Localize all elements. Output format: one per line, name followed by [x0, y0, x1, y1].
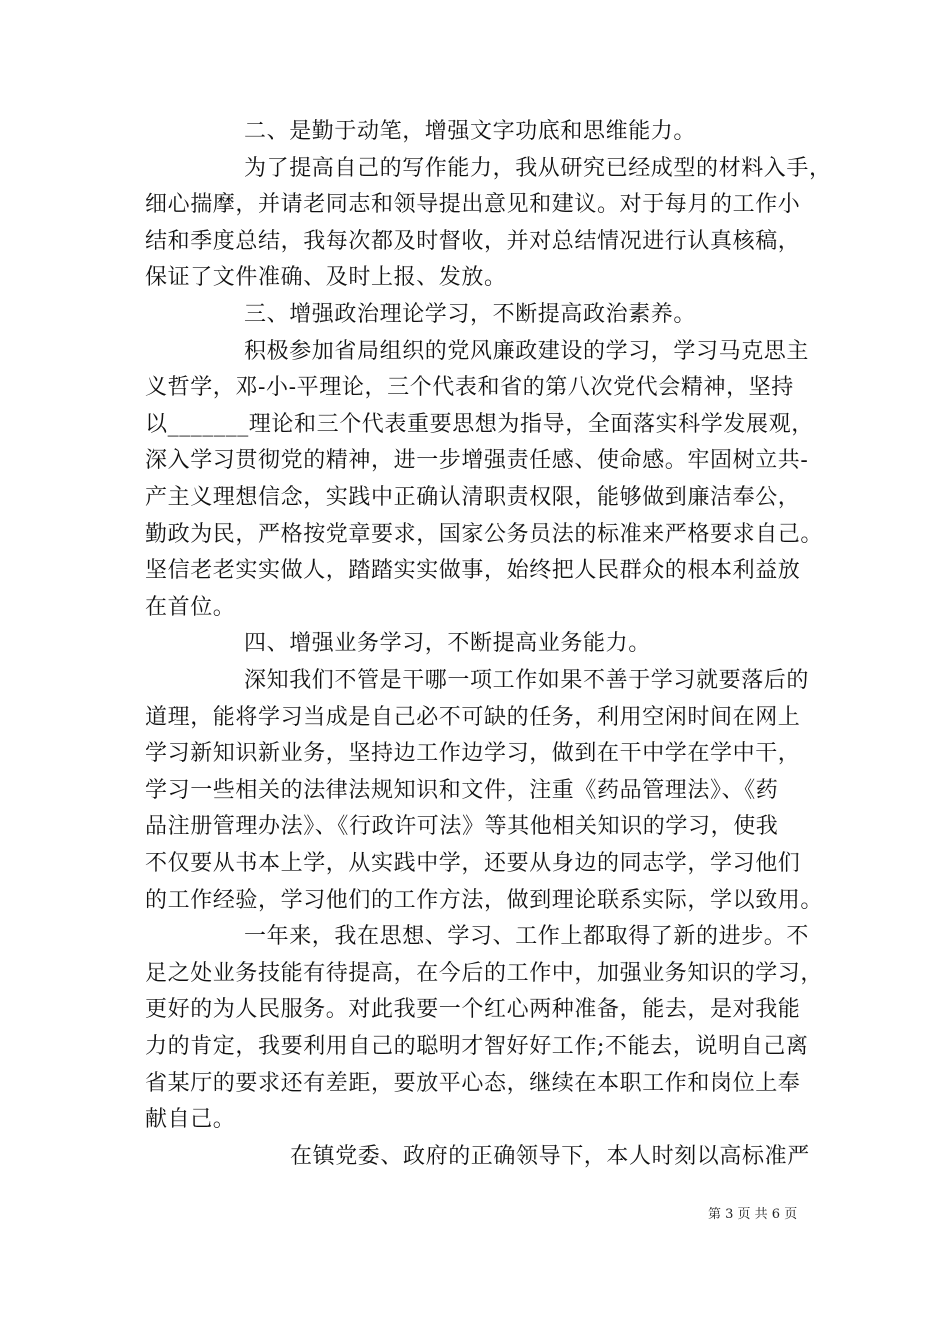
paragraph-line: 足之处业务技能有待提高，在今后的工作中，加强业务知识的学习，: [145, 961, 824, 986]
paragraph-line: 积极参加省局组织的党风廉政建设的学习，学习马克思主: [244, 339, 810, 364]
paragraph-line: 义哲学，邓-小-平理论，三个代表和省的第八次党代会精神，坚持: [145, 375, 794, 400]
paragraph-line: 结和季度总结，我每次都及时督收，并对总结情况进行认真核稿，: [145, 229, 801, 254]
paragraph-line: 学习新知识新业务，坚持边工作边学习，做到在干中学在学中干，: [145, 741, 801, 766]
paragraph-line: 更好的为人民服务。对此我要一个红心两种准备，能去，是对我能: [145, 997, 801, 1022]
paragraph-line: 品注册管理办法》、《行政许可法》等其他相关知识的学习，使我: [145, 814, 779, 839]
paragraph-line: 一年来，我在思想、学习、工作上都取得了新的进步。不: [244, 924, 810, 949]
page-number-footer: 第 3 页 共 6 页: [708, 1207, 798, 1222]
paragraph-line: 保证了文件准确、及时上报、发放。: [145, 265, 507, 290]
paragraph-line: 道理，能将学习当成是自己必不可缺的任务，利用空闲时间在网上: [145, 705, 801, 730]
paragraph-line: 力的肯定，我要利用自己的聪明才智好好工作;不能去，说明自己离: [145, 1034, 809, 1059]
paragraph-line: 深知我们不管是干哪一项工作如果不善于学习就要落后的: [244, 668, 810, 693]
paragraph-line: 献自己。: [145, 1107, 236, 1132]
section-heading: 四、增强业务学习，不断提高业务能力。: [244, 631, 651, 656]
paragraph-line: 产主义理想信念，实践中正确认清职责权限，能够做到廉洁奉公，: [145, 485, 801, 510]
paragraph-line: 不仅要从书本上学，从实践中学，还要从身边的同志学，学习他们: [145, 851, 801, 876]
paragraph-line: 勤政为民，严格按党章要求，国家公务员法的标准来严格要求自己。: [145, 522, 824, 547]
paragraph-line: 坚信老老实实做人，踏踏实实做事，始终把人民群众的根本利益放: [145, 558, 801, 583]
paragraph-line: 以_______理论和三个代表重要思想为指导，全面落实科学发展观，: [145, 412, 814, 437]
section-heading: 二、是勤于动笔，增强文字功底和思维能力。: [244, 119, 697, 144]
paragraph-line: 细心揣摩，并请老同志和领导提出意见和建议。对于每月的工作小: [145, 192, 801, 217]
paragraph-line: 的工作经验，学习他们的工作方法，做到理论联系实际，学以致用。: [145, 888, 824, 913]
paragraph-line: 深入学习贯彻党的精神，进一步增强责任感、使命感。牢固树立共-: [145, 448, 809, 473]
paragraph-line: 为了提高自己的写作能力，我从研究已经成型的材料入手，: [244, 156, 832, 181]
paragraph-line: 在镇党委、政府的正确领导下，本人时刻以高标准严: [290, 1144, 810, 1169]
paragraph-line: 在首位。: [145, 595, 236, 620]
paragraph-line: 省某厅的要求还有差距，要放平心态，继续在本职工作和岗位上奉: [145, 1071, 801, 1096]
section-heading: 三、增强政治理论学习，不断提高政治素养。: [244, 302, 697, 327]
paragraph-line: 学习一些相关的法律法规知识和文件，注重《药品管理法》、《药: [145, 778, 779, 803]
